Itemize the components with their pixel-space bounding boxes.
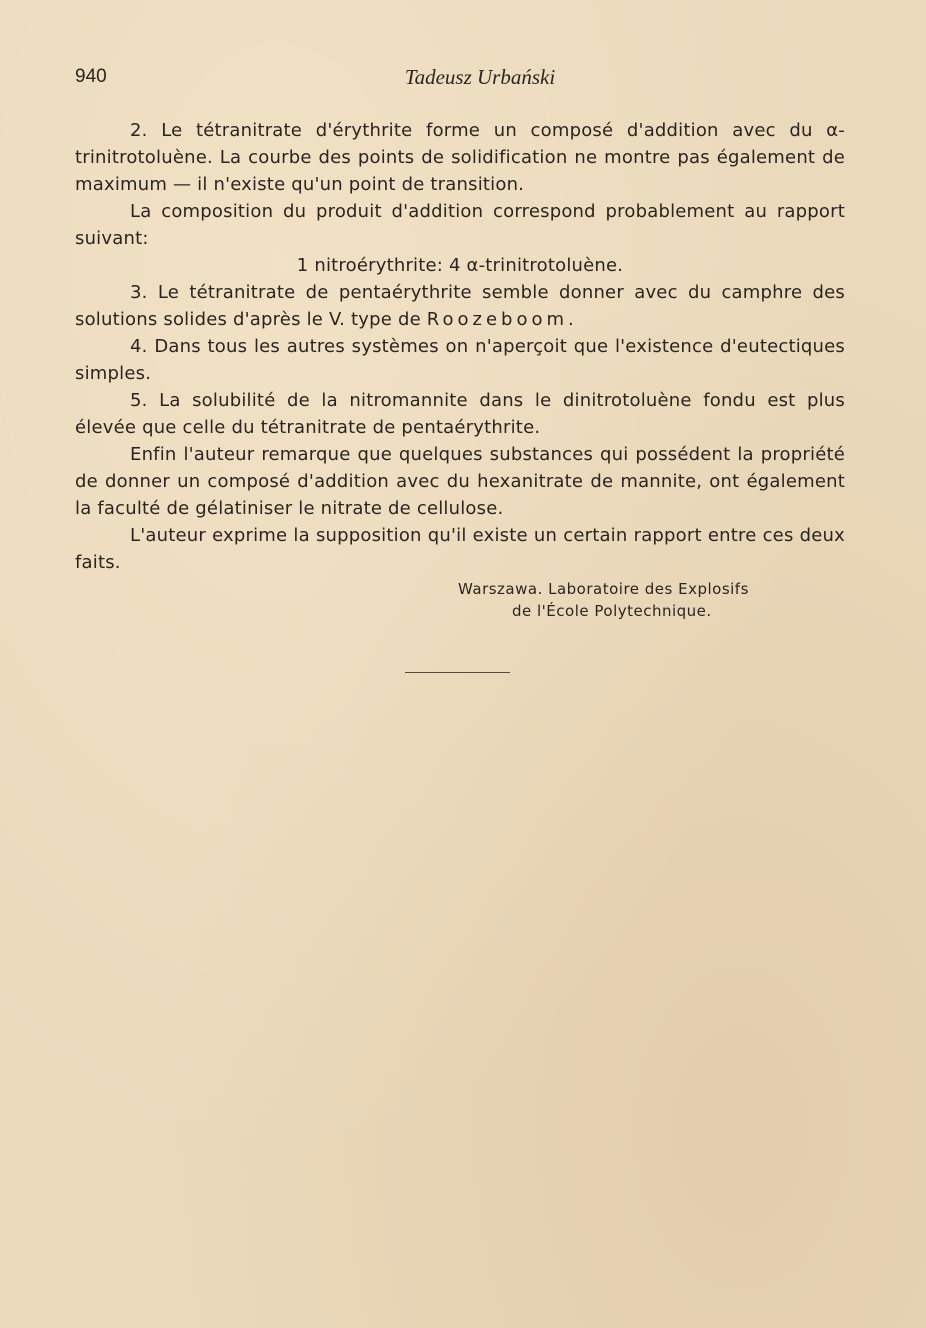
paragraph-conclusion: Enfin l'auteur remarque que quelques substances qui possédent la propriété de donner un composé d'addition avec du hexanitrate de mannite, ont également la faculté de gélatiniser le nitrate de cellulose. [75, 444, 845, 519]
affiliation-line-2: de l'École Polytechnique. [512, 602, 712, 620]
paragraph-4: 4. Dans tous les autres systèmes on n'aperçoit que l'existence d'eutectiques simples. [75, 336, 845, 384]
running-head-author: Tadeusz Urbański [404, 65, 556, 89]
running-header [75, 62, 845, 92]
ratio-line: 1 nitroérythrite: 4 α-trinitrotoluène. [296, 255, 624, 276]
paragraph-3-end: . [568, 309, 574, 330]
summary-text [75, 117, 845, 576]
paragraph-composition: La composition du produit d'addition correspond probablement au rapport suivant: [75, 201, 845, 249]
paragraph-2: 2. Le tétranitrate d'érythrite forme un composé d'addition avec du α-trinitrotoluène. La courbe des points de solidification ne montre pas également de maximum — il n'existe qu'un point de transition. [75, 120, 845, 195]
paragraph-5: 5. La solubilité de la nitromannite dans le dinitrotoluène fondu est plus élevée que celle du tétranitrate de pentaérythrite. [75, 390, 845, 438]
affiliation-signature [420, 578, 860, 622]
paragraph-3-text: 3. Le tétranitrate de pentaérythrite semble donner avec du camphre des solutions solides d'après le V. type de [75, 282, 845, 330]
page-number: 940 [75, 66, 107, 87]
cited-author-name: Roozeboom [426, 309, 569, 330]
affiliation-line-1: Warszawa. Laboratoire des Explosifs [458, 580, 749, 598]
end-divider [405, 672, 510, 673]
paragraph-3 [75, 279, 845, 333]
paragraph-final: L'auteur exprime la supposition qu'il existe un certain rapport entre ces deux faits. [75, 525, 845, 573]
